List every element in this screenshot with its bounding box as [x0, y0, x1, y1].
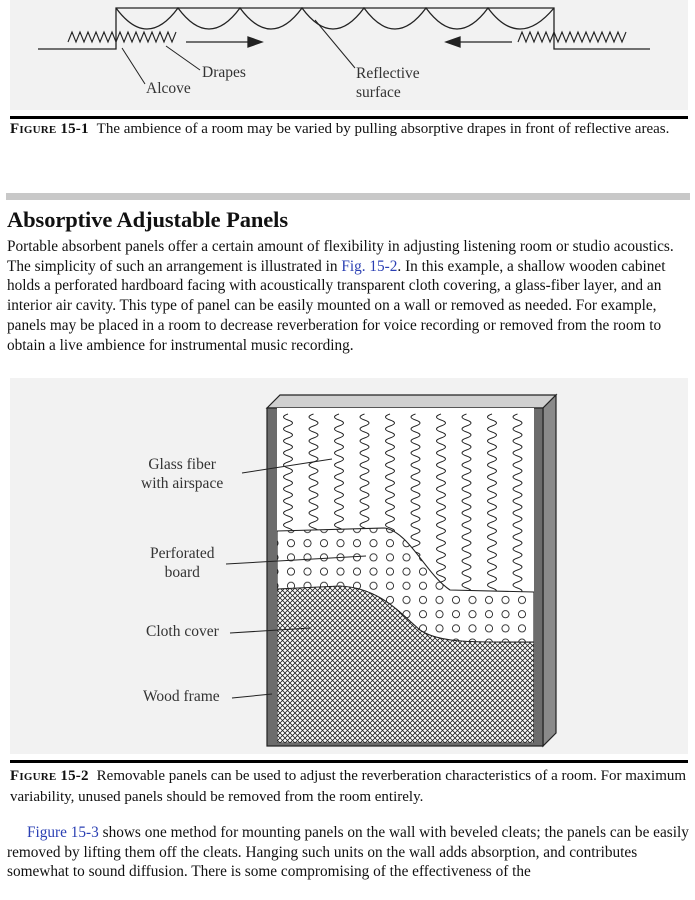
gathered-drape-left — [68, 32, 176, 42]
para-text-1: Portable absorbent panels offer a certain amount of flexibility in adjusting listening room or studio acoustics. The simplicity of such an arrangement is illustrated in — [7, 238, 674, 275]
figure-link-15-2[interactable]: Fig. 15-2 — [341, 257, 398, 275]
label-alcove: Alcove — [146, 80, 191, 97]
label-reflective-line1: Reflective — [356, 65, 420, 82]
para-text-2: . In this example, a shallow wooden cabinet holds a perforated hardboard facing with acoustically transparent cloth covering, a glass-fiber layer, and an interior air cavity. This type of panel can be easily mounted on a wall or removed as needed. For example, panels may be placed in a room to decrease reverberation for voice recording or removed from the room to obtain a live ambience for instrumental music recording. — [7, 257, 666, 354]
arrow-left-icon — [446, 37, 512, 47]
frame-top-face — [267, 395, 556, 408]
frame-side-face — [543, 395, 556, 746]
label-perf-line2: board — [164, 564, 200, 581]
caption-text-2: Removable panels can be used to adjust the reverberation characteristics of a room. For maximum variability, unused panels should be removed from the room entirely. — [10, 768, 687, 805]
figure-15-2-caption — [10, 766, 688, 808]
label-glass-line1: Glass fiber — [148, 456, 216, 473]
body-text: shows one method for mounting panels on the wall with beveled cleats; the panels can be easily removed by lifting them off the cleats. Hanging such units on the wall adds absorption, and contributes somewhat to sound diffusion. There is some compromising of the effectiveness of the — [7, 824, 689, 881]
caption-rule-top-2 — [10, 760, 688, 763]
label-perforated-board — [150, 544, 215, 582]
figure-link-15-3[interactable]: Figure 15-3 — [27, 824, 99, 841]
panel-drawing — [10, 378, 688, 754]
label-wood-frame: Wood frame — [143, 688, 220, 705]
label-perf-line1: Perforated — [150, 545, 215, 562]
caption-text: The ambience of a room may be varied by pulling absorptive drapes in front of reflective areas. — [96, 121, 670, 137]
label-glass-line2: with airspace — [141, 475, 224, 492]
section-paragraph — [7, 237, 691, 355]
reflective-surface — [116, 8, 554, 29]
figure-15-1 — [10, 0, 688, 110]
label-cloth-cover: Cloth cover — [146, 623, 219, 640]
label-reflective-surface — [356, 64, 420, 102]
label-reflective-line2: surface — [356, 84, 401, 101]
figure-number: Figure 15-1 — [10, 121, 89, 137]
label-drapes: Drapes — [202, 64, 246, 81]
section-divider — [6, 193, 690, 200]
section-heading: Absorptive Adjustable Panels — [7, 207, 288, 232]
label-glass-fiber — [141, 455, 223, 493]
gathered-drape-right — [518, 32, 626, 42]
arrow-right-icon — [186, 37, 262, 47]
figure-15-1-drawing — [10, 0, 688, 110]
figure-number-2: Figure 15-2 — [10, 768, 89, 784]
figure-15-1-caption — [10, 119, 688, 140]
figure-15-2 — [10, 378, 688, 754]
body-paragraph — [7, 823, 691, 882]
